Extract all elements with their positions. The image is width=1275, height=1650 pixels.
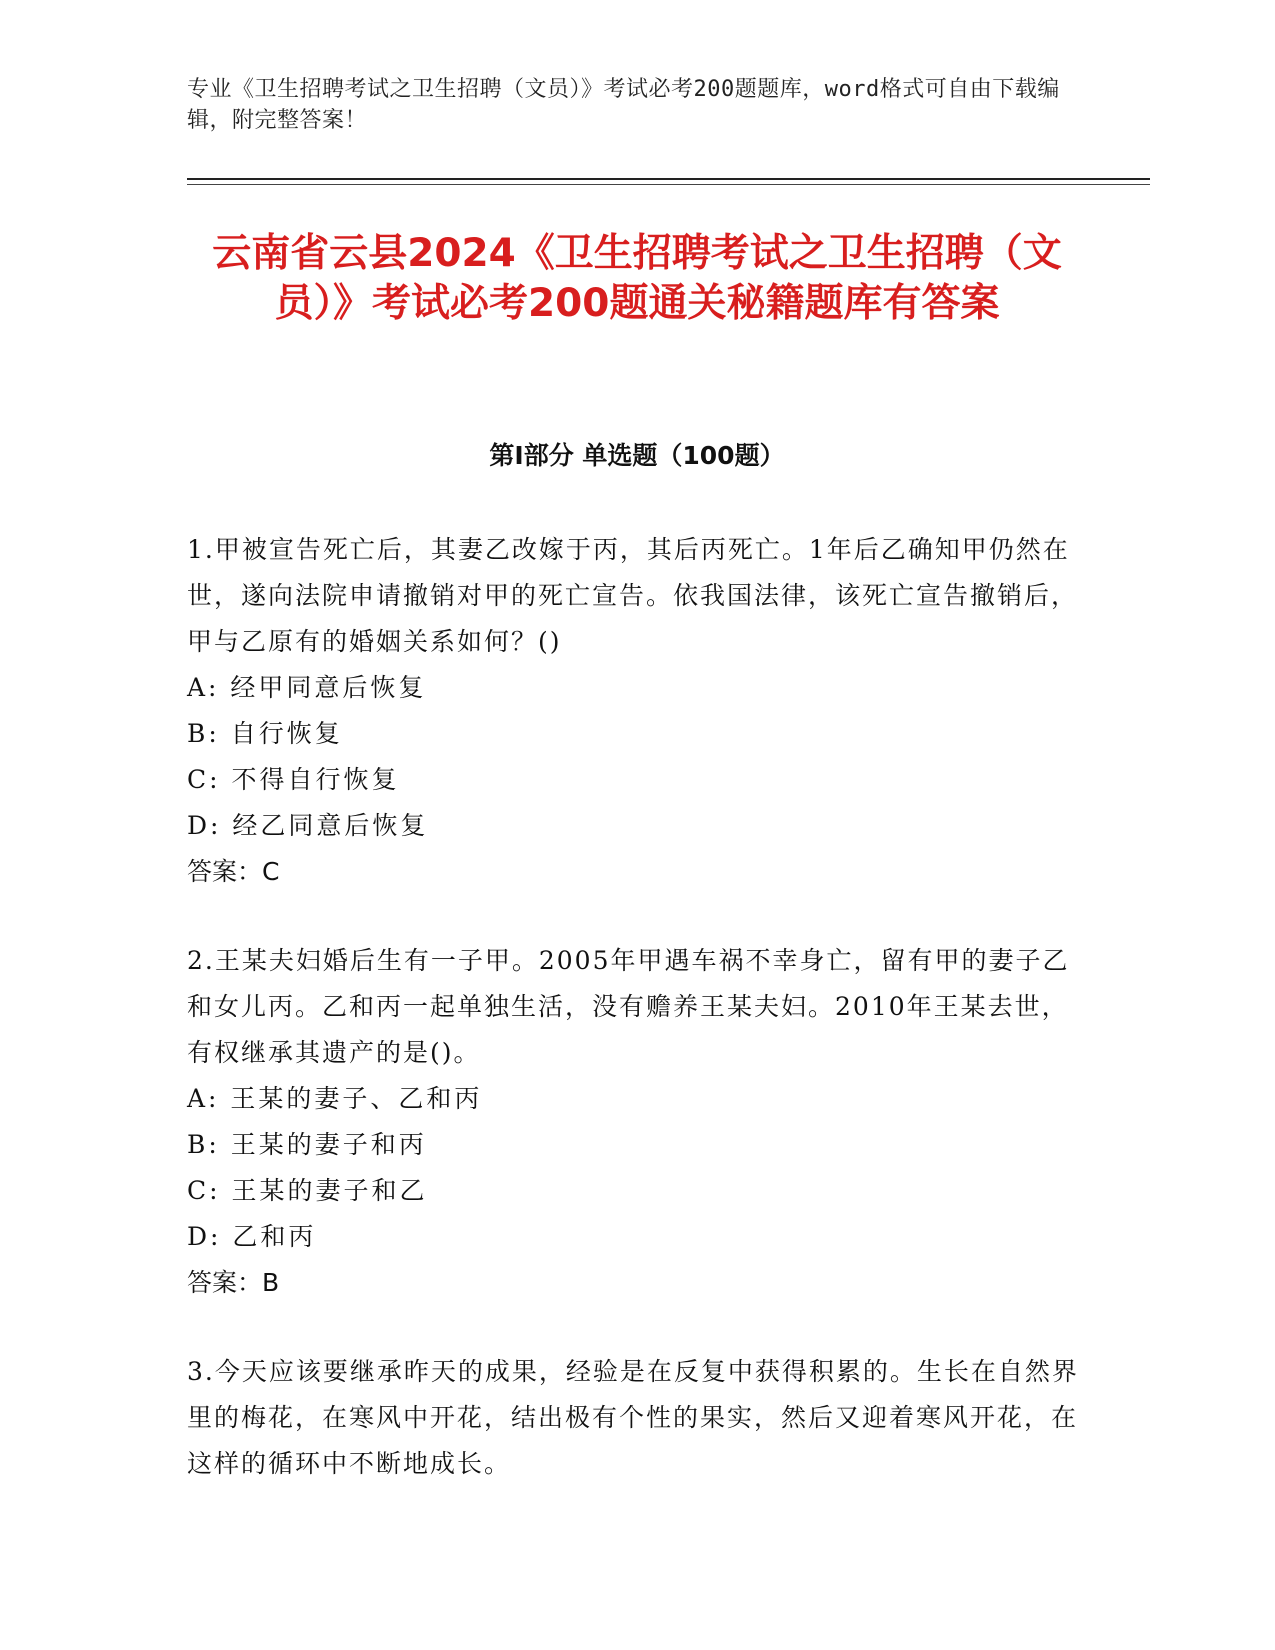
question-stem: 2.王某夫妇婚后生有一子甲。2005年甲遇车祸不幸身亡，留有甲的妻子乙和女儿丙。乙和丙一起单独生活，没有赡养王某夫妇。2010年王某去世，有权继承其遗产的是()。 (187, 946, 1070, 1067)
header-divider-thin (187, 184, 1150, 185)
question-1 (187, 527, 1087, 895)
option-a: A: 经甲同意后恢复 (187, 673, 427, 702)
answer: 答案：C (187, 857, 280, 886)
option-d: D: 乙和丙 (187, 1222, 317, 1251)
question-stem: 3.今天应该要继承昨天的成果，经验是在反复中获得积累的。生长在自然界里的梅花，在寒风中开花，结出极有个性的果实，然后又迎着寒风开花，在这样的循环中不断地成长。 (187, 1357, 1079, 1478)
option-a: A: 王某的妻子、乙和丙 (187, 1084, 483, 1113)
question-stem: 1.甲被宣告死亡后，其妻乙改嫁于丙，其后丙死亡。1年后乙确知甲仍然在世，遂向法院申请撤销对甲的死亡宣告。依我国法律，该死亡宣告撤销后，甲与乙原有的婚姻关系如何？() (187, 535, 1079, 656)
option-b: B: 自行恢复 (187, 719, 343, 748)
header-note: 专业《卫生招聘考试之卫生招聘（文员）》考试必考200题题库，word格式可自由下载编辑，附完整答案！ (187, 77, 1060, 133)
option-c: C: 不得自行恢复 (187, 765, 400, 794)
question-3 (187, 1349, 1087, 1487)
option-b: B: 王某的妻子和丙 (187, 1130, 427, 1159)
section-title: 第I部分 单选题（100题） (489, 441, 785, 470)
header-divider-thick (187, 178, 1150, 180)
option-d: D: 经乙同意后恢复 (187, 811, 429, 840)
answer: 答案：B (187, 1268, 280, 1297)
question-list (187, 527, 1087, 1530)
question-2 (187, 938, 1087, 1306)
option-c: C: 王某的妻子和乙 (187, 1176, 428, 1205)
document-title: 云南省云县2024《卫生招聘考试之卫生招聘（文员）》考试必考200题通关秘籍题库有答案 (212, 231, 1062, 326)
